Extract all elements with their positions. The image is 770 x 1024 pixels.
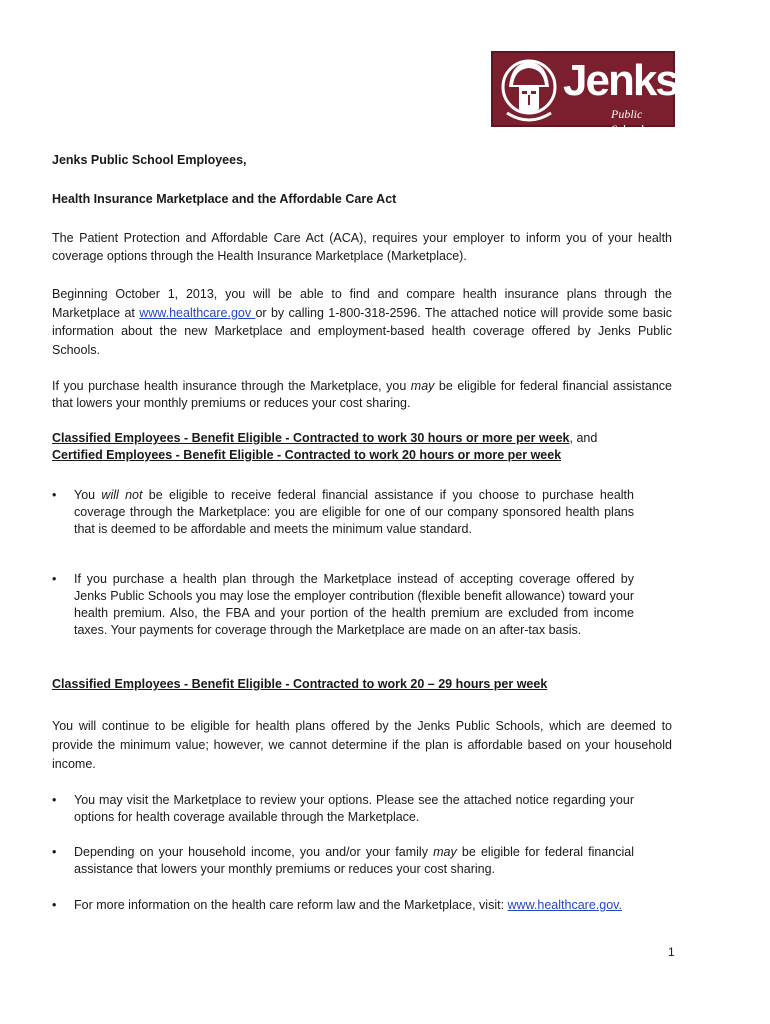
paragraph-aca-notice: The Patient Protection and Affordable Care Act (ACA), requires your employer to inform you of your health coverage options through the Health Insurance Marketplace (Marketplace).: [52, 231, 672, 263]
section1-heading-certified: Certified Employees - Benefit Eligible - Contracted to work 20 hours or more per week: [52, 448, 562, 462]
paragraph-continue-eligible: You will continue to be eligible for health plans offered by the Jenks Public Schools, which are deemed to provide the minimum value; however, we cannot determine if the plan is affordable based on your household income.: [52, 719, 672, 771]
b1-text-a: You: [74, 488, 102, 502]
bullet-icon: •: [52, 488, 57, 502]
subject-heading: Health Insurance Marketplace and the Affordable Care Act: [52, 192, 397, 206]
greeting: Jenks Public School Employees,: [52, 153, 247, 167]
section-heading-eligible-30-20: [52, 430, 672, 464]
b1-emphasis: will not: [101, 488, 143, 502]
p3-text-b: be eligible for federal financial assistance that lowers your monthly premiums or reduces your cost sharing.: [52, 379, 672, 410]
b1-text-b: be eligible to receive federal financial assistance if you choose to purchase health coverage through the Marketplace: you are eligible for one of our company sponsored health plans that is deemed to be affordable and meets the minimum value standard.: [74, 488, 634, 536]
logo-wordmark: Jenks: [563, 56, 678, 105]
bullet-not-eligible: [74, 487, 634, 538]
p2-text-a: Beginning October 1, 2013, you will be able to find and compare health insurance plans through the Marketplace at: [52, 287, 672, 320]
p3-emphasis: may: [410, 379, 435, 393]
section1-heading-classified: Classified Employees - Benefit Eligible - Contracted to work 30 hours or more per week: [52, 431, 570, 445]
b4-text-a: Depending on your household income, you and/or your family: [74, 845, 434, 859]
bullet-lose-contribution: If you purchase a health plan through the Marketplace instead of accepting coverage offered by Jenks Public Schools you may lose the employer contribution (flexible benefit allowance) toward your health premium. Also, the FBA and your portion of the health premium are excluded from income taxes. Your payments for coverage through the Marketplace are made on an after-tax basis.: [74, 572, 634, 637]
b4-emphasis: may: [433, 845, 457, 859]
paragraph-marketplace-intro: [52, 285, 672, 359]
paragraph-financial-assistance: [52, 378, 672, 412]
p3-text-a: If you purchase health insurance through the Marketplace, you: [52, 379, 411, 393]
trojan-helmet-icon: [499, 57, 559, 125]
bullet-icon: •: [52, 793, 57, 807]
jenks-logo: [491, 51, 678, 136]
bullet-icon: •: [52, 845, 57, 859]
section-heading-20-29-hours: Classified Employees - Benefit Eligible - Contracted to work 20 – 29 hours per week: [52, 677, 548, 691]
p2-text-b: or by calling 1-800-318-2596. The attached notice will provide some basic information about the new Marketplace and employment-based health coverage offered by Jenks Public Schools.: [52, 305, 672, 357]
healthcare-gov-link-footer[interactable]: www.healthcare.gov.: [507, 898, 622, 912]
healthcare-gov-link[interactable]: www.healthcare.gov: [139, 305, 256, 320]
bullet-more-information: [74, 897, 634, 914]
b4-text-b: be eligible for federal financial assistance that lowers your monthly premiums or reduces your cost sharing.: [74, 845, 634, 876]
page-number: 1: [668, 945, 675, 959]
logo-subtitle: Public Schools.: [611, 107, 652, 136]
b5-text-a: For more information on the health care reform law and the Marketplace, visit:: [74, 898, 508, 912]
section1-join: , and: [569, 431, 598, 445]
bullet-household-income: [74, 844, 634, 878]
bullet-visit-marketplace: You may visit the Marketplace to review your options. Please see the attached notice regarding your options for health coverage available through the Marketplace.: [74, 793, 634, 824]
bullet-icon: •: [52, 898, 57, 912]
bullet-icon: •: [52, 572, 57, 586]
